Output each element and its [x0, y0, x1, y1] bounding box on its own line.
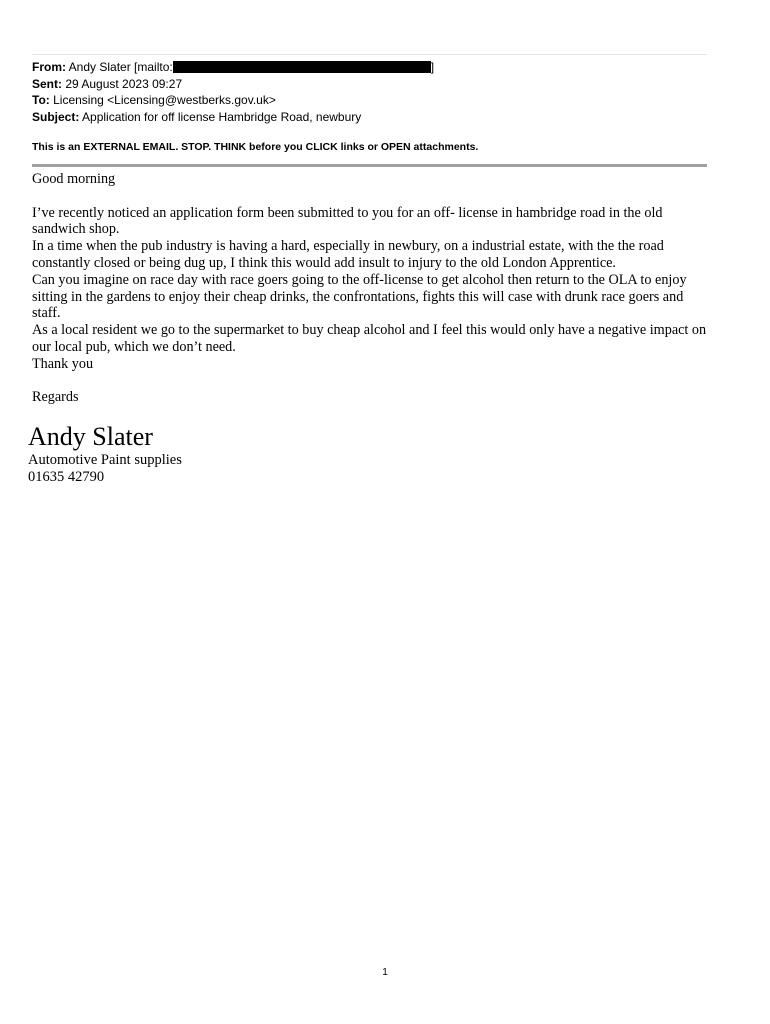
signature-phone: 01635 42790	[28, 469, 105, 485]
email-header	[32, 59, 712, 125]
blank-line	[32, 373, 710, 390]
body-paragraph-2: In a time when the pub industry is having a hard, especially in newbury, on a industrial estate, with the the road constantly closed or being dug up, I think this would add insult to injury to the old London Apprentice.	[32, 238, 664, 271]
signature-company: Automotive Paint supplies	[28, 452, 182, 468]
greeting: Good morning	[32, 171, 116, 187]
to-label: To:	[32, 93, 50, 107]
to-value: Licensing <Licensing@westberks.gov.uk>	[53, 93, 276, 107]
body-paragraph-3: Can you imagine on race day with race goers going to the off-license to get alcohol then return to the OLA to enjoy sitting in the gardens to enjoy their cheap drinks, the confrontations, fights this will case with drunk race goers and staff.	[32, 271, 687, 322]
from-value: Andy Slater [mailto:	[68, 60, 173, 74]
body-paragraph-1: I’ve recently noticed an application form been submitted to you for an off- license in hambridge road in the old sandwich shop.	[32, 204, 663, 238]
from-row	[32, 59, 712, 76]
signature-name: Andy Slater	[28, 422, 153, 451]
sent-label: Sent:	[32, 76, 62, 91]
header-separator	[32, 164, 707, 167]
body-paragraph-4: As a local resident we go to the supermarket to buy cheap alcohol and I feel this would only have a negative impact on our local pub, which we don’t need.	[32, 322, 707, 355]
thanks-line: Thank you	[32, 355, 94, 372]
regards-line: Regards	[32, 389, 79, 406]
email-body	[32, 171, 710, 406]
signature-block	[28, 422, 182, 486]
to-row	[32, 92, 712, 109]
top-divider	[32, 54, 707, 55]
from-label: From:	[32, 60, 66, 74]
page-number: 1	[382, 967, 388, 978]
from-close: ]	[430, 60, 435, 74]
redaction-bar	[173, 61, 431, 73]
sent-value: 29 August 2023 09:27	[65, 76, 183, 91]
subject-label: Subject:	[32, 109, 80, 124]
external-email-warning: This is an EXTERNAL EMAIL. STOP. THINK before you CLICK links or OPEN attachments.	[32, 141, 479, 153]
subject-row	[32, 109, 712, 126]
sent-row	[32, 76, 712, 93]
blank-line	[32, 188, 710, 205]
subject-value: Application for off license Hambridge Road, newbury	[82, 109, 362, 124]
